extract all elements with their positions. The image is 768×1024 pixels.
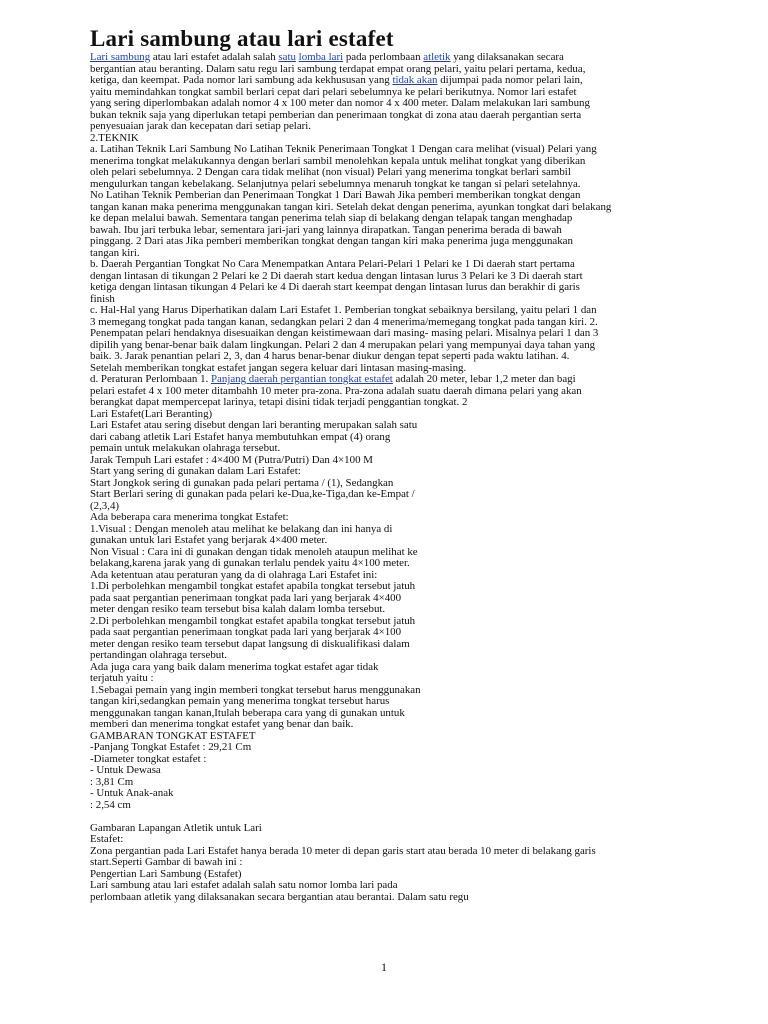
text-run: a. Latihan Teknik Lari Sambung No Latihan Teknik Penerimaan Tongkat 1 Dengan cara melihat (visual) Pelari yang (90, 143, 597, 155)
text-line (90, 662, 680, 674)
text-run: finish (90, 292, 115, 305)
text-run: 1.Visual : Dengan menoleh atau melihat ke belakang dan ini hanya di (90, 522, 393, 535)
text-run: Ada ketentuan atau peraturan yang da di olahraga Lari Estafet ini: (90, 568, 378, 581)
text-run: 2.TEKNIK (90, 131, 139, 144)
inline-link[interactable]: Lari sambung (90, 51, 151, 63)
text-run: tangan kiri,sedangkan pemain yang menerima tongkat tersebut harus (90, 695, 390, 707)
inline-link[interactable]: tidak akan (392, 74, 438, 86)
inline-link[interactable]: lomba lari (298, 51, 344, 63)
text-run: Start yang sering di gunakan dalam Lari Estafet: (90, 465, 301, 477)
text-run: memberi dan menerima tongkat estafet yang benar dan baik. (90, 718, 354, 730)
text-run: start.Seperti Gambar di bawah ini : (90, 856, 243, 868)
inline-link[interactable]: atletik (423, 51, 451, 63)
text-run: pelari estafet 4 x 100 meter ditambahh 10 meter pra-zona. Pra-zona adalah suatu daerah dimana pelari yang akan (90, 384, 582, 397)
text-run: GAMBARAN TONGKAT ESTAFET (90, 729, 256, 742)
text-run: yaitu memindahkan tongkat sambil berlari cepat dari pelari sebelumnya ke pelari berikutnya. Nomor lari estafet (90, 85, 577, 98)
text-run: bergantian atau beranting. Dalam satu regu lari sambung terdapat empat orang pelari, yaitu pelari pertama, kedua, (90, 62, 586, 75)
text-run: d. Peraturan Perlombaan 1. (90, 373, 211, 385)
text-run: Lari Estafet atau sering disebut dengan lari beranting merupakan salah satu (90, 419, 418, 431)
text-run: pada perlombaan (343, 51, 424, 63)
text-run: atau lari estafet adalah salah (150, 51, 279, 63)
text-run: 2.Di perbolehkan mengambil tongkat estafet apabila tongkat tersebut jatuh (90, 614, 416, 627)
text-run: (2,3,4) (90, 499, 120, 512)
text-run: baik. 3. Jarak penantian pelari 2, 3, dan 4 harus benar-benar diukur dengan tepat seperti pada waktu latihan. 4. (90, 350, 570, 362)
article-body (90, 52, 680, 903)
text-run: Estafet: (90, 833, 124, 845)
text-run: No Latihan Teknik Pemberian dan Penerimaan Tongkat 1 Dari Bawah Jika pemberi memberikan tongkat dengan (90, 189, 581, 201)
text-run: 1.Sebagai pemain yang ingin memberi tongkat tersebut harus menggunakan (90, 683, 421, 696)
text-run: oleh pelari sebelumnya. 2 Dengan cara tidak melihat (non visual) Pelari yang menerima tongkat berlari sambil (90, 166, 571, 178)
text-run: menerima tongkat melakukannya dengan berlari sambil menolehkan kepala untuk melihat tongkat yang diberikan (90, 154, 586, 167)
text-run: menggunakan tangan kanan,Itulah beberapa cara yang di gunakan untuk (90, 706, 405, 719)
text-run: bukan teknik saja yang diperlukan tetapi pemberian dan penerimaan tongkat di zona atau daerah pergantian serta (90, 108, 582, 121)
text-run: -Diameter tongkat estafet : (90, 752, 207, 765)
text-run: Gambaran Lapangan Atletik untuk Lari (90, 821, 262, 834)
page-title: Lari sambung atau lari estafet (90, 26, 394, 51)
text-line (90, 788, 680, 800)
text-run: Zona pergantian pada Lari Estafet hanya berada 10 meter di depan garis start atau berada 10 meter di belakang garis (90, 844, 596, 857)
text-run: Lari Estafet(Lari Beranting) (90, 407, 213, 420)
page-number: 1 (381, 960, 387, 974)
text-run: - Untuk Dewasa (90, 764, 161, 776)
text-run: ketiga, dan keempat. Pada nomor lari sambung ada kekhususan yang (90, 74, 393, 86)
text-run: bawah. Ibu jari terbuka lebar, sementara jari-jari yang lainnya dirapatkan. Tangan penerima berada di bawah (90, 223, 562, 236)
text-line (90, 121, 680, 133)
text-run: yang dilaksanakan secara (450, 51, 564, 63)
text-run: adalah 20 meter, lebar 1,2 meter dan bagi (392, 373, 576, 385)
text-run: dijumpai pada nomor pelari lain, (437, 74, 583, 86)
text-run: yang sering diperlombakan adalah nomor 4 x 100 meter dan nomor 4 x 400 meter. Dalam melakukan lari sambung (90, 97, 590, 109)
text-line (90, 236, 680, 248)
text-line (90, 754, 680, 766)
text-run: : 3,81 Cm (90, 775, 134, 788)
text-run: Ada juga cara yang baik dalam menerima togkat estafet agar tidak (90, 660, 379, 673)
text-run: pinggang. 2 Dari atas Jika pemberi memberikan tongkat dengan tangan kiri maka penerima juga menggunakan (90, 235, 573, 247)
text-run: dengan lintasan di tikungan 2 Pelari ke 2 Di daerah start kedua dengan lintasan lurus 3 Pelari ke 3 Di daerah start (90, 269, 583, 282)
text-run: Lari sambung atau lari estafet adalah salah satu nomor lomba lari pada (90, 879, 398, 891)
text-run: meter dengan resiko team tersebut bisa kalah dalam lomba tersebut. (90, 603, 386, 615)
text-run: 3 memegang tongkat pada tangan kanan, sedangkan pelari 2 dan 4 menerima/memegang tongkat pada tangan kiri. 2. (90, 315, 598, 328)
inline-link[interactable]: satu (278, 51, 296, 63)
text-run: meter dengan resiko team tersebut dapat langsung di diskualifikasi dalam (90, 637, 410, 650)
text-run: - Untuk Anak-anak (90, 787, 174, 799)
text-run: belakang,karena jarak yang di gunakan terlalu pendek yaitu 4×100 meter. (90, 557, 410, 569)
text-run: Jarak Tempuh Lari estafet : 4×400 M (Putra/Putri) Dan 4×100 M (90, 453, 373, 466)
text-run: terjatuh yaitu : (90, 672, 154, 684)
text-run: -Panjang Tongkat Estafet : 29,21 Cm (90, 741, 252, 753)
text-run: mengulurkan tangan kebelakang. Selanjutnya pelari sebelumnya menaruh tongkat ke tangan si pelari setelahnya. (90, 177, 581, 190)
text-run: dipilih yang benar-benar baik dalam lingkungan. Pelari 2 dan 4 merupakan pelari yang mempunyai daya tahan yang (90, 338, 596, 351)
text-run: Start Jongkok sering di gunakan pada pelari pertama / (1), Sedangkan (90, 476, 394, 489)
text-line (90, 489, 680, 501)
text-run: penyesuaian jarak dan kecepatan dari setiap pelari. (90, 120, 312, 132)
text-line (90, 800, 680, 812)
text-run: gunakan untuk lari Estafet yang berjarak 4×400 meter. (90, 534, 328, 546)
text-run: Ada beberapa cara menerima tongkat Estafet: (90, 511, 289, 523)
text-run: pertandingan olahraga tersebut. (90, 649, 227, 661)
text-line (90, 765, 680, 777)
text-line (90, 823, 680, 835)
text-run: : 2,54 cm (90, 798, 131, 811)
text-run: 1.Di perbolehkan mengambil tongkat estafet apabila tongkat tersebut jatuh (90, 580, 416, 592)
text-run: c. Hal-Hal yang Harus Diperhatikan dalam Lari Estafet 1. Pemberian tongkat sebaiknya bersilang, yaitu pelari 1 dan (90, 304, 597, 316)
text-run: berangkat dapat mempercepat larinya, tetapi disini tidak terjadi penggantian tongkat. 2 (90, 396, 468, 408)
inline-link[interactable]: Panjang daerah pergantian tongkat estafet (210, 373, 393, 385)
text-run: b. Daerah Pergantian Tongkat No Cara Menempatkan Antara Pelari-Pelari 1 Pelari ke 1 Di daerah start pertama (90, 258, 575, 270)
text-line (90, 777, 680, 789)
text-run: dari cabang atletik Lari Estafet hanya membutuhkan empat (4) orang (90, 430, 391, 443)
text-run: pada saat pergantian penerimaan tongkat pada lari yang berjarak 4×400 (90, 591, 402, 604)
text-run: ke depan melalui bawah. Sementara tangan penerima telah siap di belakang dengan telapak tangan menghadap (90, 212, 573, 224)
text-run: Penempatan pelari hendaknya disesuaikan dengan keistimewaan dari masing- masing pelari. Misalnya pelari 1 dan 3 (90, 327, 599, 339)
text-line (90, 892, 680, 904)
text-run: Pengertian Lari Sambung (Estafet) (90, 867, 242, 880)
text-run: pemain untuk melakukan olahraga tersebut. (90, 442, 281, 454)
text-run: pada saat pergantian penerimaan tongkat pada lari yang berjarak 4×100 (90, 626, 402, 638)
text-run: ketiga dengan lintasan tikungan 4 Pelari ke 4 Di daerah start keempat dengan lintasan lurus dan berakhir di garis (90, 281, 580, 293)
text-run: tangan kiri. (90, 246, 140, 259)
text-run: Start Berlari sering di gunakan pada pelari ke-Dua,ke-Tiga,dan ke-Empat / (90, 488, 415, 500)
text-run: Setelah memberikan tongkat estafet jangan segera keluar dari lintasan masing-masing. (90, 361, 467, 374)
text-run: tangan kanan maka penerima menggunakan tangan kiri. Setelah dekat dengan penerima, ayunkan tongkat dari belakang (90, 200, 612, 213)
text-run: Non Visual : Cara ini di gunakan dengan tidak menoleh ataupun melihat ke (90, 545, 418, 558)
text-run: perlombaan atletik yang dilaksanakan secara bergantian atau berantai. Dalam satu regu (90, 890, 469, 903)
text-line (90, 282, 680, 294)
